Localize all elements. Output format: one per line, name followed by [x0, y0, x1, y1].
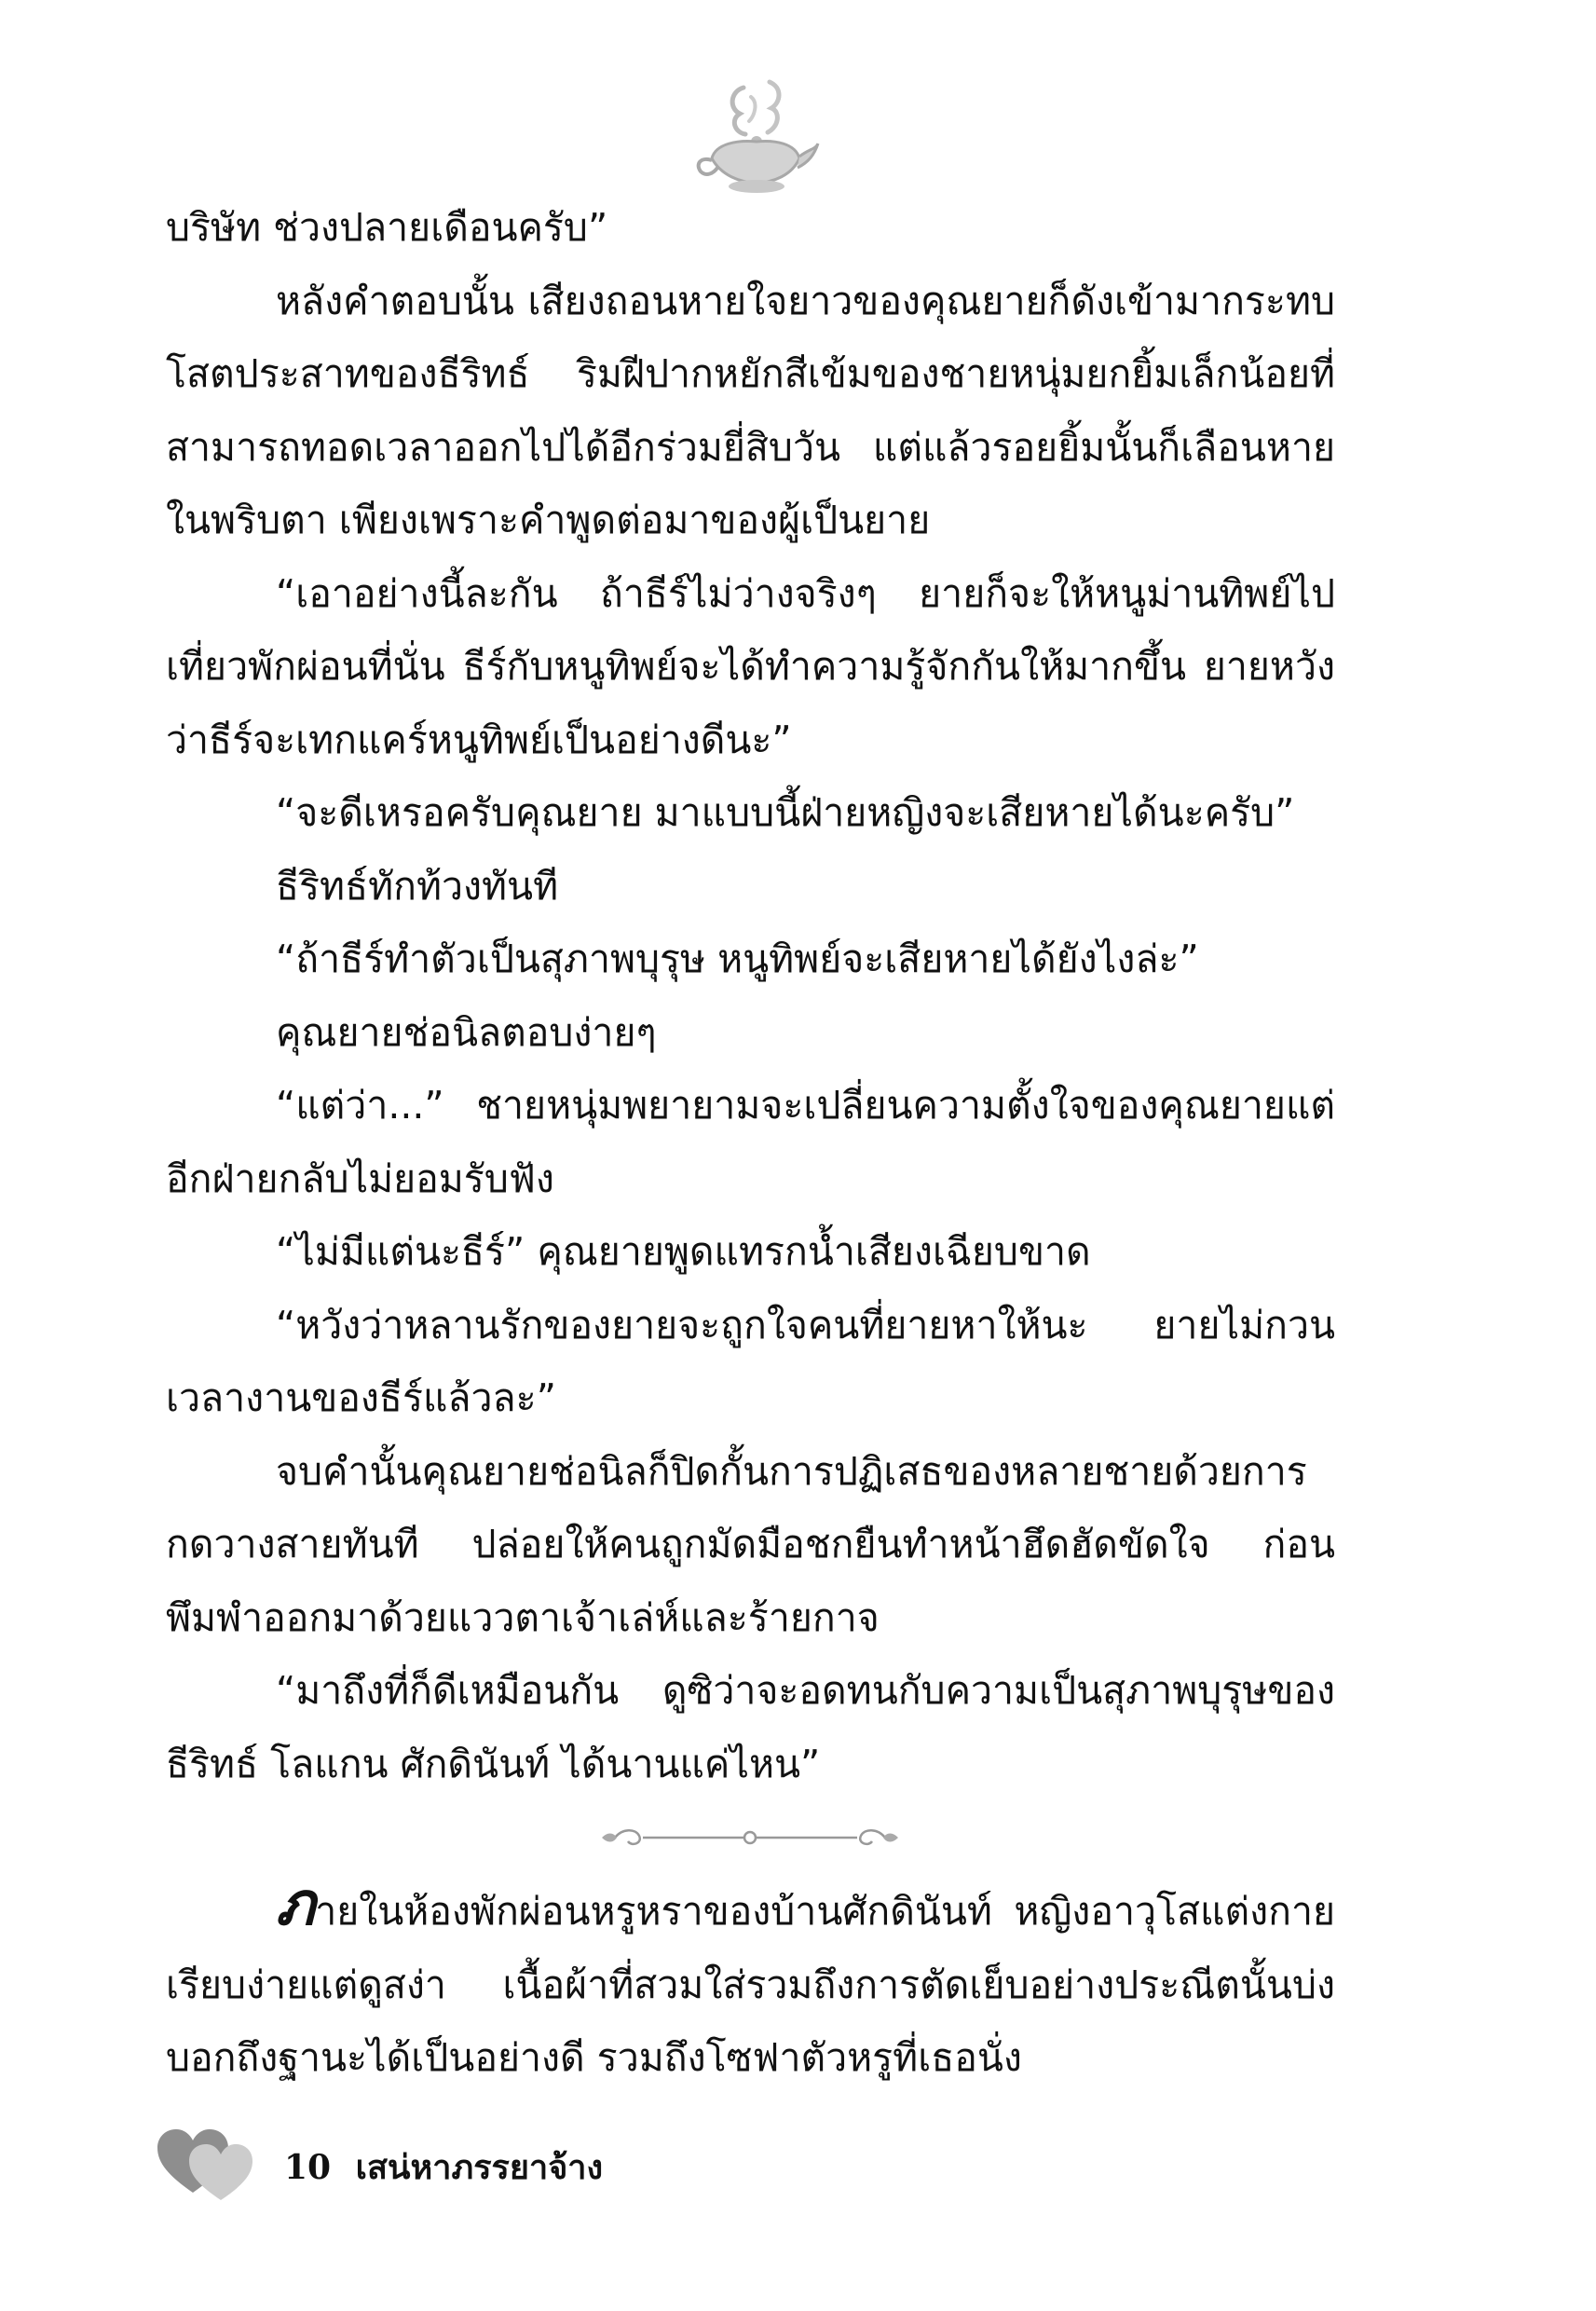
genie-lamp-ornament-icon — [689, 75, 820, 205]
paragraph: “มาถึงที่ก็ดีเหมือนกัน ดูซิว่าจะอดทนกับความเป็นสุภาพบุรุษของธีริทธ์ โลแกน ศักดินันท์ ได้นานแค่ไหน” — [166, 1668, 1335, 1786]
final-paragraph — [166, 1869, 1335, 2095]
paragraph: “หวังว่าหลานรักของยายจะถูกใจคนที่ยายหาให้นะ ยายไม่กวนเวลางานของธีร์แล้วละ” — [166, 1302, 1335, 1420]
page-footer — [154, 2120, 806, 2204]
book-title: เสน่หาภรรยาจ้าง — [355, 2148, 604, 2187]
hearts-icon — [154, 2120, 261, 2204]
paragraph-text: ายในห้องพักผ่อนหรูหราของบ้านศักดินันท์ หญิงอาวุโสแต่งกายเรียบง่ายแต่ดูสง่า เนื้อผ้าที่สวมใส่รวมถึงการตัดเย็บอย่างประณีตนั้นบ่งบอกถึงฐานะได้เป็นอย่างดี รวมถึงโซฟาตัวหรูที่เธอนั่ง — [166, 1889, 1335, 2080]
paragraph: หลังคำตอบนั้น เสียงถอนหายใจยาวของคุณยายก็ดังเข้ามากระทบโสตประสาทของธีริทธ์ ริมฝีปากหยักสีเข้มของชายหนุ่มยกยิ้มเล็กน้อยที่สามารถทอดเวลาออกไปได้อีกร่วมยี่สิบวัน แต่แล้วรอยยิ้มนั้นก็เลือนหายในพริบตา เพียงเพราะคำพูดต่อมาของผู้เป็นยาย — [166, 278, 1335, 542]
paragraph: คุณยายช่อนิลตอบง่ายๆ — [276, 1009, 657, 1055]
paragraph: ธีริทธ์ทักท้วงทันที — [276, 863, 559, 909]
page-number: 10 — [284, 2148, 332, 2187]
page-body — [166, 191, 1335, 2095]
paragraph: “จะดีเหรอครับคุณยาย มาแบบนี้ฝ่ายหญิงจะเสียหายได้นะครับ” — [276, 790, 1295, 835]
swirl-divider-icon — [166, 1800, 1335, 1875]
footer-text — [284, 2140, 616, 2194]
paragraph: “เอาอย่างนี้ละกัน ถ้าธีร์ไม่ว่างจริงๆ ยายก็จะให้หนูม่านทิพย์ไปเที่ยวพักผ่อนที่นั่น ธีร์กับหนูทิพย์จะได้ทำความรู้จักกันให้มากขึ้น ยายหวังว่าธีร์จะเทกแคร์หนูทิพย์เป็นอย่างดีนะ” — [166, 570, 1335, 762]
paragraph: “ไม่มีแต่นะธีร์” คุณยายพูดแทรกน้ำเสียงเฉียบขาด — [276, 1229, 1091, 1274]
paragraph: “แต่ว่า...” ชายหนุ่มพยายามจะเปลี่ยนความตั้งใจของคุณยายแต่อีกฝ่ายกลับไม่ยอมรับฟัง — [166, 1083, 1335, 1201]
drop-cap: ภ — [276, 1869, 316, 1939]
paragraph: “ถ้าธีร์ทำตัวเป็นสุภาพบุรุษ หนูทิพย์จะเสียหายได้ยังไงล่ะ” — [276, 937, 1199, 981]
paragraph: จบคำนั้นคุณยายช่อนิลก็ปิดกั้นการปฏิเสธของหลายชายด้วยการกดวางสายทันที ปล่อยให้คนถูกมัดมือชกยืนทำหน้าฮึดฮัดขัดใจ ก่อนพึมพำออกมาด้วยแววตาเจ้าเล่ห์และร้ายกาจ — [166, 1448, 1335, 1640]
paragraph: บริษัท ช่วงปลายเดือนครับ” — [166, 205, 608, 250]
